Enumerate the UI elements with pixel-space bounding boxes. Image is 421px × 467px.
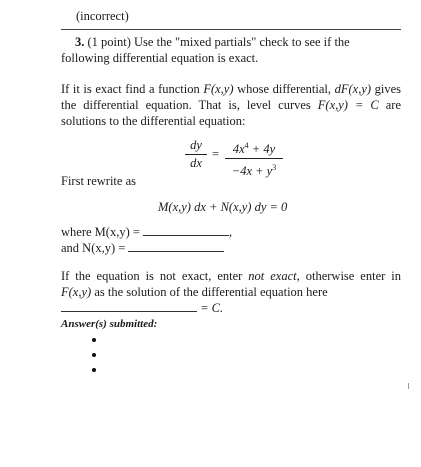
first-rewrite-label: First rewrite as [61, 174, 136, 188]
submitted-answers-list [92, 338, 96, 383]
solution-answer-input[interactable] [61, 300, 197, 312]
instr-text-1: If it is exact find a function [61, 82, 204, 96]
m-label: where M(x,y) = [61, 225, 144, 239]
lhs-numerator: dy [190, 138, 202, 152]
instr-math-dF: dF(x,y) [334, 82, 372, 96]
m-row [61, 224, 232, 240]
rhs-num-base: 4x [232, 142, 245, 157]
answers-submitted-label: Answer(s) submitted: [61, 318, 158, 330]
sol-equals-c: = C. [197, 301, 224, 315]
instr-math-F: F(x,y) [203, 82, 234, 96]
sol-not-exact: not exact, [248, 269, 300, 283]
sol-text-2: otherwise enter in [299, 269, 401, 283]
rhs-fraction [225, 138, 283, 179]
m-comma: , [229, 225, 233, 239]
n-label: and N(x,y) = [61, 241, 129, 255]
rhs-numerator [225, 138, 283, 157]
equals-sign: = [212, 147, 220, 161]
rhs-den-exp: 3 [272, 163, 277, 173]
problem-intro [61, 34, 401, 66]
differential-equation [185, 136, 285, 179]
n-row [61, 240, 232, 256]
rhs-num-tail: + 4y [248, 142, 276, 157]
rhs-denominator [225, 160, 283, 179]
sol-text-1: If the equation is not exact, enter [61, 269, 249, 283]
m-answer-input[interactable] [143, 224, 229, 236]
mn-inputs [61, 224, 232, 256]
instr-math-level: F(x,y) = C [317, 98, 379, 112]
scroll-mark [408, 383, 409, 389]
problem-instructions [61, 81, 401, 129]
instr-text-2: whose differential, [233, 82, 335, 96]
divider [61, 29, 401, 30]
rhs-den-base: −4x + y [231, 164, 273, 179]
answer-status: (incorrect) [76, 9, 129, 23]
rhs-num-exp: 4 [244, 141, 249, 150]
lhs-fraction [185, 138, 207, 171]
problem-intro-text: Use the "mixed partials" check to see if the following differential equation is exact. [61, 35, 350, 65]
solution-instructions [61, 268, 401, 316]
list-item [92, 368, 96, 372]
sol-text-3: as the solution of the differential equation here [91, 285, 328, 299]
lhs-denominator: dx [190, 156, 202, 170]
list-item [92, 338, 96, 342]
instr-text-4: are solutions to the differential equation: [61, 98, 401, 128]
list-item [92, 353, 96, 357]
n-answer-input[interactable] [128, 240, 224, 252]
problem-points: (1 point) [87, 35, 131, 49]
lhs-fraction-bar [185, 154, 207, 155]
mn-form-equation: M(x,y) dx + N(x,y) dy = 0 [158, 200, 288, 214]
problem-number: 3. [75, 35, 85, 49]
sol-math-F: F(x,y) [61, 285, 92, 299]
instr-text-3: gives the differential equation. That is, level curves [61, 82, 401, 112]
rhs-fraction-bar [225, 158, 283, 159]
